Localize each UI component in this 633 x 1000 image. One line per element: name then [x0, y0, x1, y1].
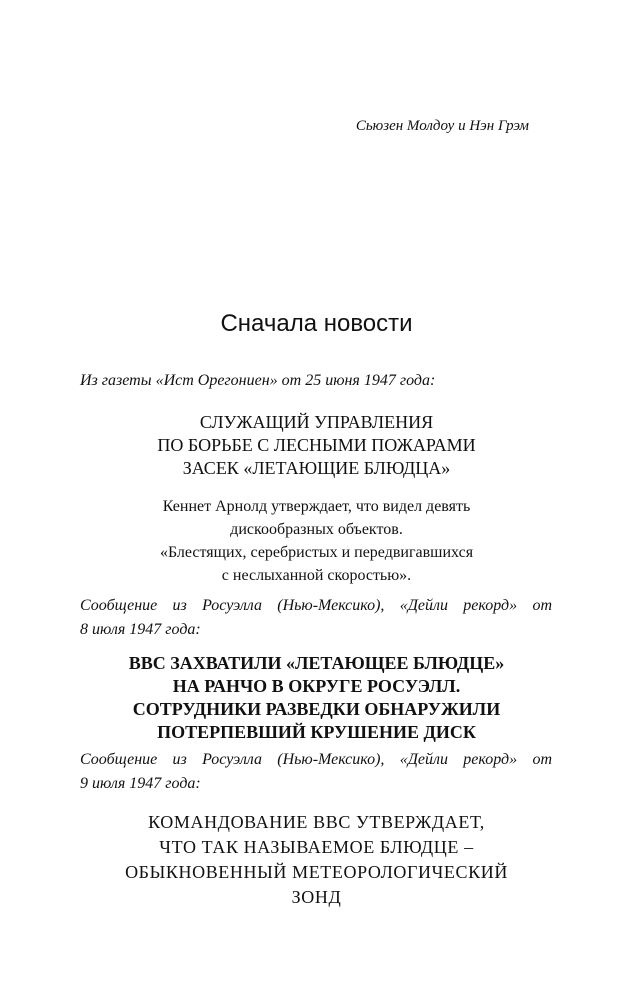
- headline-line: КОМАНДОВАНИЕ ВВС УТВЕРЖДАЕТ,: [148, 812, 485, 832]
- article-2-source: [80, 594, 552, 642]
- source-word: «Дейли: [399, 597, 448, 614]
- headline-line: ВВС ЗАХВАТИЛИ «ЛЕТАЮЩЕЕ БЛЮДЦЕ»: [128, 653, 505, 673]
- article-3-source: [80, 748, 552, 796]
- source-word: из: [172, 597, 187, 614]
- article-2-headline: [0, 652, 633, 744]
- article-1-source-line: Из газеты «Ист Орегониен» от 25 июня 1947 года:: [80, 372, 436, 389]
- headline-line: СЛУЖАЩИЙ УПРАВЛЕНИЯ: [199, 412, 434, 432]
- source-word: (Нью-Мексико),: [277, 597, 385, 614]
- article-2-source-line-2: 8 июля 1947 года:: [80, 621, 201, 638]
- article-3-headline: [0, 810, 633, 910]
- chapter-title: Сначала новости: [220, 310, 413, 337]
- running-header-authors: Сьюзен Молдоу и Нэн Грэм: [355, 118, 529, 134]
- headline-line: ЗАСЕК «ЛЕТАЮЩИЕ БЛЮДЦА»: [182, 458, 451, 478]
- headline-line: СОТРУДНИКИ РАЗВЕДКИ ОБНАРУЖИЛИ: [132, 699, 501, 719]
- source-word: (Нью-Мексико),: [277, 751, 385, 768]
- article-2-source-line-1: [80, 594, 552, 618]
- headline-line: ПОТЕРПЕВШИЙ КРУШЕНИЕ ДИСК: [157, 722, 476, 742]
- source-word: Росуэлла: [202, 597, 262, 614]
- source-word: из: [172, 751, 187, 768]
- source-word: Сообщение: [80, 597, 158, 614]
- summary-line: с неслыханной скоростью».: [221, 567, 412, 584]
- source-word: от: [532, 751, 552, 768]
- source-word: от: [532, 597, 552, 614]
- article-1-headline: [0, 411, 633, 480]
- article-3-source-line-2: 9 июля 1947 года:: [80, 775, 201, 792]
- source-word: Росуэлла: [202, 751, 262, 768]
- summary-line: «Блестящих, серебристых и передвигавшихся: [159, 544, 474, 561]
- source-word: рекорд»: [463, 751, 518, 768]
- source-word: Сообщение: [80, 751, 158, 768]
- source-word: рекорд»: [463, 597, 518, 614]
- summary-line: Кеннет Арнолд утверждает, что видел девять: [162, 498, 471, 515]
- headline-line: ЗОНД: [291, 887, 342, 907]
- headline-line: НА РАНЧО В ОКРУГЕ РОСУЭЛЛ.: [172, 676, 461, 696]
- summary-line: дискообразных объектов.: [230, 521, 403, 538]
- article-1-source: [80, 369, 552, 393]
- article-3-source-line-1: [80, 748, 552, 772]
- headline-line: ПО БОРЬБЕ С ЛЕСНЫМИ ПОЖАРАМИ: [157, 435, 476, 455]
- headline-line: ОБЫКНОВЕННЫЙ МЕТЕОРОЛОГИЧЕСКИЙ: [125, 862, 508, 882]
- headline-line: ЧТО ТАК НАЗЫВАЕМОЕ БЛЮДЦЕ –: [159, 837, 474, 857]
- article-1-summary: [0, 495, 633, 587]
- source-word: «Дейли: [399, 751, 448, 768]
